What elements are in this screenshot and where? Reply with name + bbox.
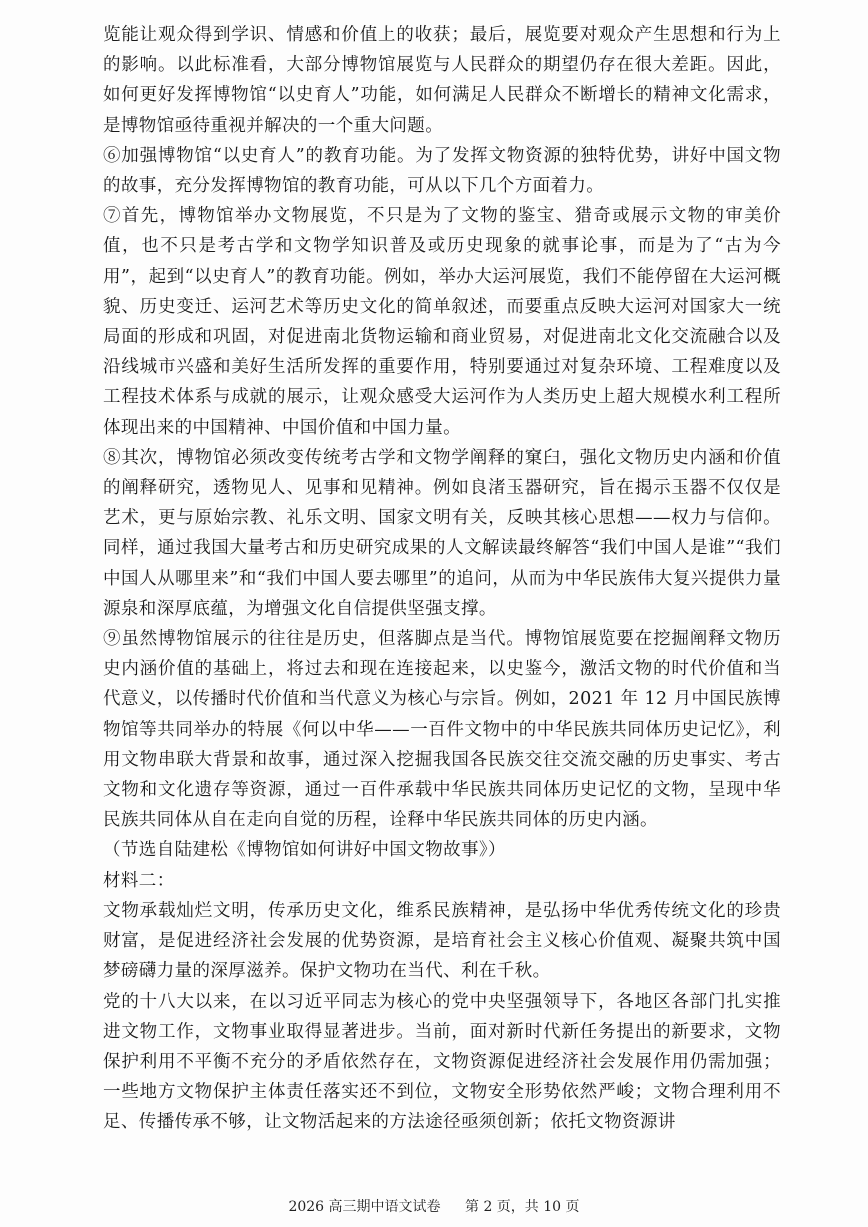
page-number: 第 2 页，共 10 页 [465,1199,580,1215]
paragraph-continued: 览能让观众得到学识、情感和价值上的收获；最后，展览要对观众产生思想和行为上的影响。以此标准看，大部分博物馆展览与人民群众的期望仍存在很大差距。因此，如何更好发挥博物馆“以史育人”功能，如何满足人民群众不断增长的精神文化需求，是博物馆亟待重视并解决的一个重大问题。 [103,25,781,136]
material-2-paragraph-2: 党的十八大以来，在以习近平同志为核心的党中央坚强领导下，各地区各部门扎实推进文物工作，文物事业取得显著进步。当前，面对新时代新任务提出的新要求，文物保护利用不平衡不充分的矛盾依然存在，文物资源促进经济社会发展作用仍需加强；一些地方文物保护主体责任落实还不到位，文物安全形势依然严峻；文物合理利用不足、传播传承不够，让文物活起来的方法途径亟须创新；依托文物资源讲 [103,991,781,1133]
source-citation: （节选自陆建松《博物馆如何讲好中国文物故事》） [103,840,506,861]
document-body [103,20,781,1138]
material-2-paragraph-1: 文物承载灿烂文明，传承历史文化，维系民族精神，是弘扬中华优秀传统文化的珍贵财富，是促进经济社会发展的优势资源，是培育社会主义核心价值观、凝聚共筑中国梦磅礴力量的深厚滋养。保护文物功在当代、利在千秋。 [103,900,781,982]
paragraph-8: ⑧其次，博物馆必须改变传统考古学和文物学阐释的窠臼，强化文物历史内涵和价值的阐释研究，透物见人、见事和见精神。例如良渚玉器研究，旨在揭示玉器不仅仅是艺术，更与原始宗教、礼乐文明、国家文明有关，反映其核心思想——权力与信仰。同样，通过我国大量考古和历史研究成果的人文解读最终解答“我们中国人是谁”“我们中国人从哪里来”和“我们中国人要去哪里”的追问，从而为中华民族伟大复兴提供力量源泉和深厚底蕴，为增强文化自信提供坚强支撑。 [103,447,781,619]
material-2-heading: 材料二： [103,870,175,891]
page-footer [0,1196,868,1216]
paragraph-9: ⑨虽然博物馆展示的往往是历史，但落脚点是当代。博物馆展览要在挖掘阐释文物历史内涵价值的基础上，将过去和现在连接起来，以史鉴今，激活文物的时代价值和当代意义，以传播时代价值和当代意义为核心与宗旨。例如，2021 年 12 月中国民族博物馆等共同举办的特展《何以中华——一百件文物中的中华民族共同体历史记忆》，利用文物串联大背景和故事，通过深入挖掘我国各民族交往交流交融的历史事实、考古文物和文化遗存等资源，通过一百件承载中华民族共同体历史记忆的文物，呈现中华民族共同体从自在走向自觉的历程，诠释中华民族共同体的历史内涵。 [103,629,781,831]
exam-title: 2026 高三期中语文试卷 [288,1199,441,1215]
paragraph-7: ⑦首先，博物馆举办文物展览，不只是为了文物的鉴宝、猎奇或展示文物的审美价值，也不只是考古学和文物学知识普及或历史现象的就事论事，而是为了“古为今用”，起到“以史育人”的教育功能。例如，举办大运河展览，我们不能停留在大运河概貌、历史变迁、运河艺术等历史文化的简单叙述，而要重点反映大运河对国家大一统局面的形成和巩固，对促进南北货物运输和商业贸易，对促进南北文化交流融合以及沿线城市兴盛和美好生活所发挥的重要作用，特别要通过对复杂环境、工程难度以及工程技术体系与成就的展示，让观众感受大运河作为人类历史上超大规模水利工程所体现出来的中国精神、中国价值和中国力量。 [103,206,781,438]
paragraph-6: ⑥加强博物馆“以史育人”的教育功能。为了发挥文物资源的独特优势，讲好中国文物的故事，充分发挥博物馆的教育功能，可从以下几个方面着力。 [103,145,781,197]
